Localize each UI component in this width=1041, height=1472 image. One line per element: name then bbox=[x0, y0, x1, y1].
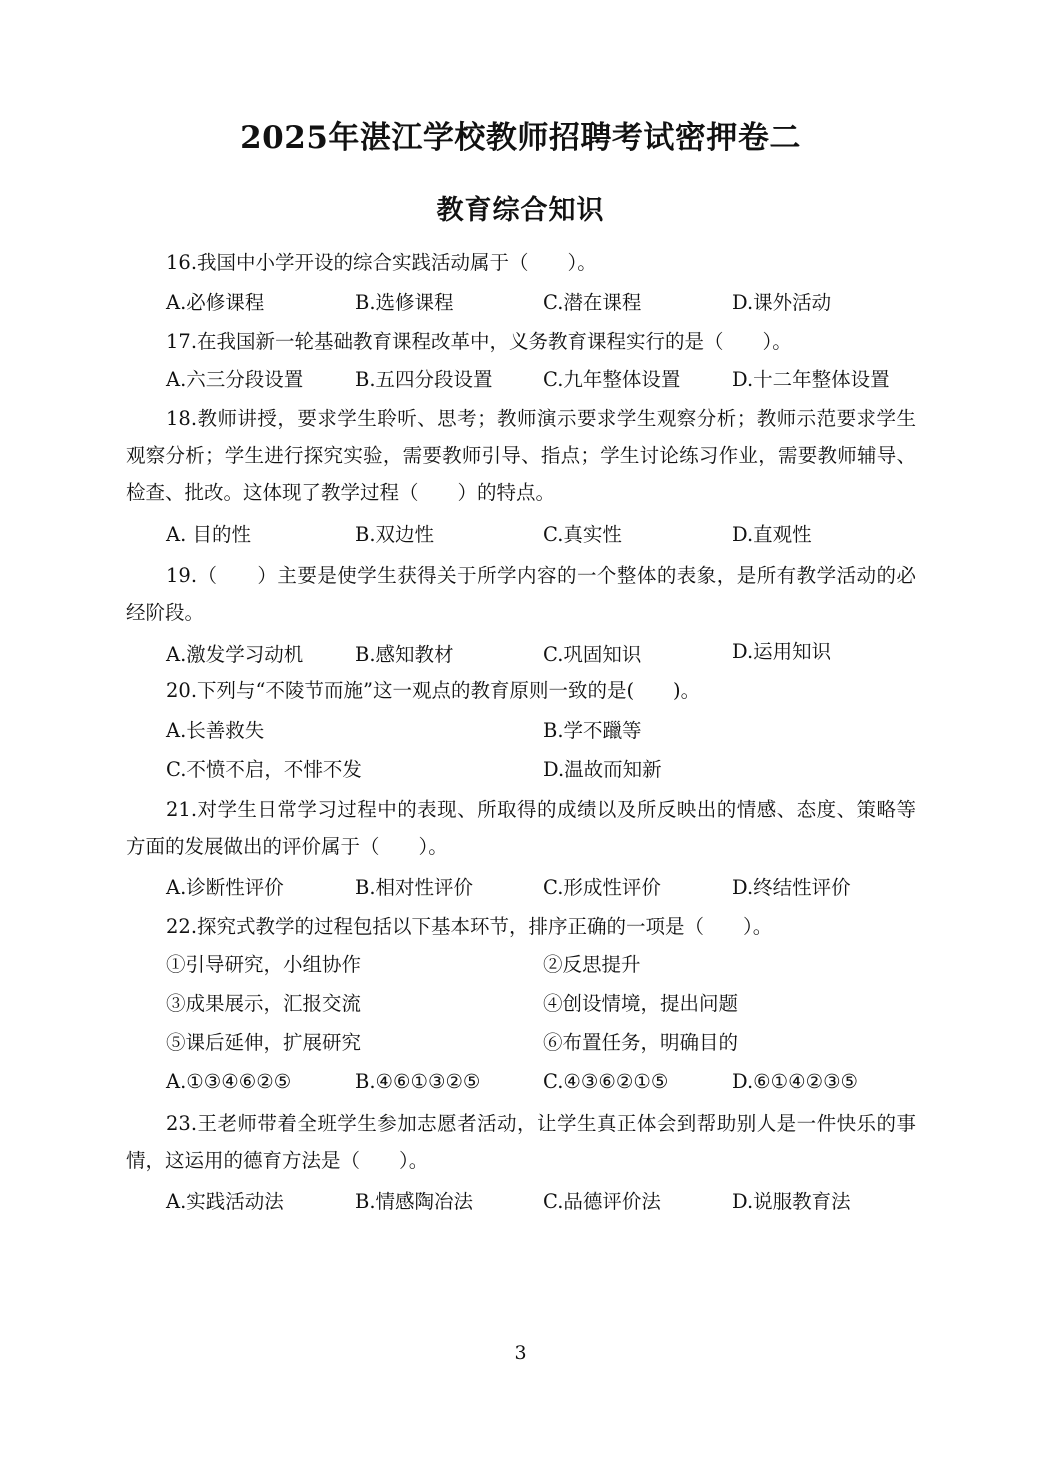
question-23-option-d: D.说服教育法 bbox=[732, 1190, 851, 1213]
question-19-option-b: B.感知教材 bbox=[355, 643, 454, 666]
question-16-option-a: A.必修课程 bbox=[166, 291, 265, 314]
question-16-stem: 16.我国中小学开设的综合实践活动属于（ ）。 bbox=[166, 251, 597, 274]
question-18-option-c: C.真实性 bbox=[543, 523, 622, 546]
question-23-option-a: A.实践活动法 bbox=[166, 1190, 284, 1213]
question-19-stem: 19.（ ）主要是使学生获得关于所学内容的一个整体的表象，是所有教学活动的必经阶段。 bbox=[126, 564, 916, 624]
question-19-option-c: C.巩固知识 bbox=[543, 643, 642, 666]
question-22-item-4: ④创设情境，提出问题 bbox=[543, 992, 739, 1015]
question-20-option-a: A.长善救失 bbox=[166, 719, 265, 742]
question-21-stem: 21.对学生日常学习过程中的表现、所取得的成绩以及所反映出的情感、态度、策略等方面的发展做出的评价属于（ ）。 bbox=[126, 798, 916, 858]
question-20-stem: 20.下列与“不陵节而施”这一观点的教育原则一致的是( )。 bbox=[166, 679, 701, 702]
question-16-option-c: C.潜在课程 bbox=[543, 291, 642, 314]
question-22-item-5: ⑤课后延伸，扩展研究 bbox=[166, 1031, 362, 1054]
question-21-option-c: C.形成性评价 bbox=[543, 876, 661, 899]
question-21-option-a: A.诊断性评价 bbox=[166, 876, 284, 899]
question-17-option-b: B.五四分段设置 bbox=[355, 368, 493, 391]
question-20-option-c: C.不愤不启，不悱不发 bbox=[166, 758, 362, 781]
question-20-option-d: D.温故而知新 bbox=[543, 758, 662, 781]
question-22-item-6: ⑥布置任务，明确目的 bbox=[543, 1031, 739, 1054]
question-22-option-b: B.④⑥①③②⑤ bbox=[355, 1070, 481, 1093]
question-23-stem: 23.王老师带着全班学生参加志愿者活动，让学生真正体会到帮助别人是一件快乐的事情，这运用的德育方法是（ ）。 bbox=[126, 1112, 916, 1172]
question-19-option-a: A.激发学习动机 bbox=[166, 643, 304, 666]
question-22-item-1: ①引导研究，小组协作 bbox=[166, 953, 362, 976]
question-21-option-d: D.终结性评价 bbox=[732, 876, 851, 899]
page-number: 3 bbox=[514, 1342, 527, 1364]
question-22-item-3: ③成果展示，汇报交流 bbox=[166, 992, 362, 1015]
question-20-option-b: B.学不躐等 bbox=[543, 719, 642, 742]
page-title: 2025年湛江学校教师招聘考试密押卷二 bbox=[240, 120, 801, 156]
question-23-option-c: C.品德评价法 bbox=[543, 1190, 661, 1213]
question-19-option-d: D.运用知识 bbox=[732, 640, 832, 663]
question-23-option-b: B.情感陶冶法 bbox=[355, 1190, 474, 1213]
question-18-option-d: D.直观性 bbox=[732, 523, 812, 546]
question-22-stem: 22.探究式教学的过程包括以下基本环节，排序正确的一项是（ ）。 bbox=[166, 915, 773, 938]
question-17-option-a: A.六三分段设置 bbox=[166, 368, 304, 391]
question-18-option-a: A. 目的性 bbox=[166, 523, 251, 546]
question-21-option-b: B.相对性评价 bbox=[355, 876, 474, 899]
question-17-option-c: C.九年整体设置 bbox=[543, 368, 681, 391]
question-22-option-a: A.①③④⑥②⑤ bbox=[166, 1070, 292, 1093]
section-subtitle: 教育综合知识 bbox=[436, 195, 605, 226]
question-16-option-b: B.选修课程 bbox=[355, 291, 454, 314]
question-18-stem: 18.教师讲授，要求学生聆听、思考；教师演示要求学生观察分析；教师示范要求学生观察分析；学生进行探究实验，需要教师引导、指点；学生讨论练习作业，需要教师辅导、检查、批改。这体现了教学过程（ ）的特点。 bbox=[126, 407, 916, 504]
question-22-item-2: ②反思提升 bbox=[543, 953, 641, 976]
question-16-option-d: D.课外活动 bbox=[732, 291, 832, 314]
question-22-option-c: C.④③⑥②①⑤ bbox=[543, 1070, 669, 1093]
question-17-option-d: D.十二年整体设置 bbox=[732, 368, 890, 391]
question-18-option-b: B.双边性 bbox=[355, 523, 435, 546]
question-22-option-d: D.⑥①④②③⑤ bbox=[732, 1070, 859, 1093]
question-17-stem: 17.在我国新一轮基础教育课程改革中，义务教育课程实行的是（ ）。 bbox=[166, 330, 792, 353]
